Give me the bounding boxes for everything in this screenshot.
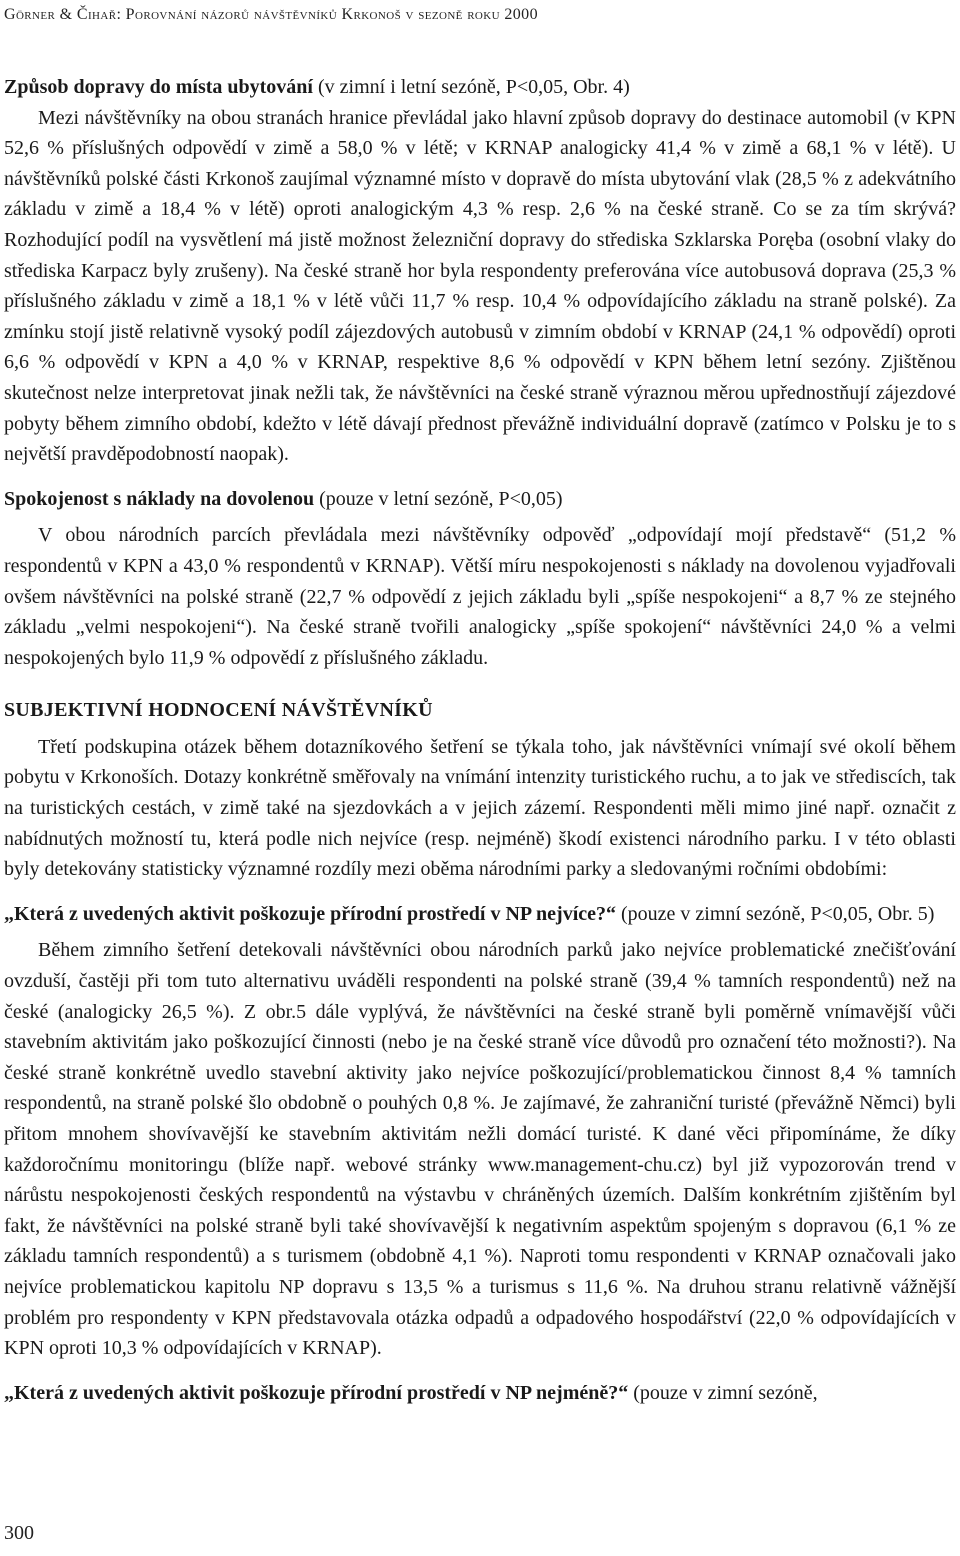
subjective-paragraph: Třetí podskupina otázek během dotazníkového šetření se týkala toho, jak návštěvníci vnímají své okolí během pobytu v Krkonoších. Dotazy konkrétně směřovaly na vnímání intenzity turistického ruchu, a to jak ve střediscích, tak na turistických cestách, v zimě také na sjezdovkách a v jejich zázemí. Respondenti měli mimo jiné např. označit z nabídnutých možností tu, která podle nich nejvíce (resp. nejméně) škodí existenci národního parku. I v této oblasti byly detekovány statisticky významné rozdíly mezi oběma národními parky a sledovanými ročními obdobími: [4,735,956,881]
most-damaging-lead [4,899,956,930]
section-heading: SUBJEKTIVNÍ HODNOCENÍ NÁVŠTĚVNÍKŮ [4,699,433,722]
transport-lead [4,72,956,103]
running-header: Görner & Čihař: Porovnání názorů návštěvníků Krkonoš v sezoně roku 2000 [4,6,538,23]
least-damaging-qualifier: (pouze v zimní sezóně, [628,1381,818,1404]
costs-lead-qualifier: (pouze v letní sezóně, P<0,05) [314,487,563,510]
costs-lead-title: Spokojenost s náklady na dovolenou [4,487,315,510]
most-damaging-question: „Která z uvedených aktivit poškozuje přírodní prostředí v NP nejvíce?“ [4,902,617,925]
most-damaging-paragraph: Během zimního šetření detekovali návštěvníci obou národních parků jako nejvíce problematické znečišťování ovzduší, častěji při tom tuto alternativu uváděli respondenti na polské straně (39,4 % tamních respondentů) než na české (analogicky 26,5 %). Z obr.5 dále vyplývá, že návštěvníci na české straně byli poměrně vnímavější vůči stavebním aktivitám jako poškozující činnosti (nebo je na české straně více důvodů pro označení této možnosti?). Na české straně konkrétně uvedlo stavební aktivity jako nejvíce poškozující/problematickou činnost 8,4 % tamních respondentů, na straně polské šlo obdobně o pouhých 0,8 %. Je zajímavé, že zahraniční turisté (převážně Němci) byli přitom mnohem shovívavější ke stavebním aktivitám nežli domácí turisté. K dané věci připomínáme, že díky každoročnímu monitoringu (blíže např. webové stránky www.management-chu.cz) byl již vypozorován trend v nárůstu nespokojenosti českých respondentů na výstavbu v chráněných územích. Dalším konkrétním zjištěním byl fakt, že návštěvníci na polské straně byli také shovívavější k negativním aspektům spojeným s dopravou (6,1 % ze základu tamních respondentů) a s turismem (obdobně 4,1 %). Naproti tomu respondenti v KRNAP označovali jako nejvíce problematickou kapitolu NP dopravu s 13,5 % a turismus s 11,6 %. Na druhou stranu relativně vážnější problém pro respondenty v KPN představovala otázka odpadů a odpadového hospodářství (22,0 % odpovídajících v KPN oproti 10,3 % odpovídajících v KRNAP). [4,939,956,1360]
transport-paragraph: Mezi návštěvníky na obou stranách hranice převládal jako hlavní způsob dopravy do destinace automobil (v KPN 52,6 % příslušných odpovědí v zimě a 58,0 % v létě; v KRNAP analogicky 41,4 % v zimě a 68,1 % v létě). U návštěvníků polské části Krkonoš zaujímal významné místo v dopravě do místa ubytování vlak (28,5 % z adekvátního základu v zimě a 18,4 % v létě) oproti analogickým 4,3 % resp. 2,6 % na české straně. Co se za tím skrývá? Rozhodující podíl na vysvětlení má jistě možnost železniční dopravy do střediska Szklarska Poręba (osobní vlaky do střediska Karpacz byly zrušeny). Na české straně hor byla respondenty preferována více autobusová doprava (25,3 % příslušného základu v zimě a 18,1 % v létě vůči 11,7 % resp. 10,4 % odpovídajícího základu na straně polské). Za zmínku stojí jistě relativně vysoký podíl zájezdových autobusů v zimním období v KRNAP (24,1 % odpovědí) oproti 6,6 % odpovědí v KPN a 4,0 % v KRNAP, respektive 8,6 % odpovědí v KPN během letní sezóny. Zjištěnou skutečnost nelze interpretovat jinak nežli tak, že návštěvníci na české straně výraznou měrou upřednostňují zájezdové pobyty během zimního období, kdežto v létě dávají přednost převážně individuální dopravě (zatímco v Polsku je to s největší pravděpodobností naopak). [4,106,956,466]
costs-lead [4,484,956,515]
costs-paragraph: V obou národních parcích převládala mezi návštěvníky odpověď „odpovídají mojí představě“ (51,2 % respondentů v KPN a 43,0 % respondentů v KRNAP). Větší míru nespokojenosti s náklady na dovolenou vyjadřovali ovšem návštěvníci na polské straně (22,7 % odpovědí z jejich základu byli „spíše nespokojeni“ a 8,7 % ze stejného základu „velmi nespokojeni“). Na české straně tvořili analogicky „spíše spokojení“ návštěvníci 24,0 % a velmi nespokojených bylo 11,9 % odpovědí z příslušného základu. [4,524,956,669]
transport-lead-title: Způsob dopravy do místa ubytování [4,76,313,98]
least-damaging-lead [4,1378,956,1409]
page-number: 300 [4,1522,34,1544]
transport-lead-qualifier: (v zimní i letní sezóně, P<0,05, Obr. 4) [312,76,630,98]
page-content [4,72,956,1408]
most-damaging-qualifier: (pouze v zimní sezóně, P<0,05, Obr. 5) [616,902,935,925]
least-damaging-question: „Která z uvedených aktivit poškozuje přírodní prostředí v NP nejméně?“ [4,1381,629,1404]
